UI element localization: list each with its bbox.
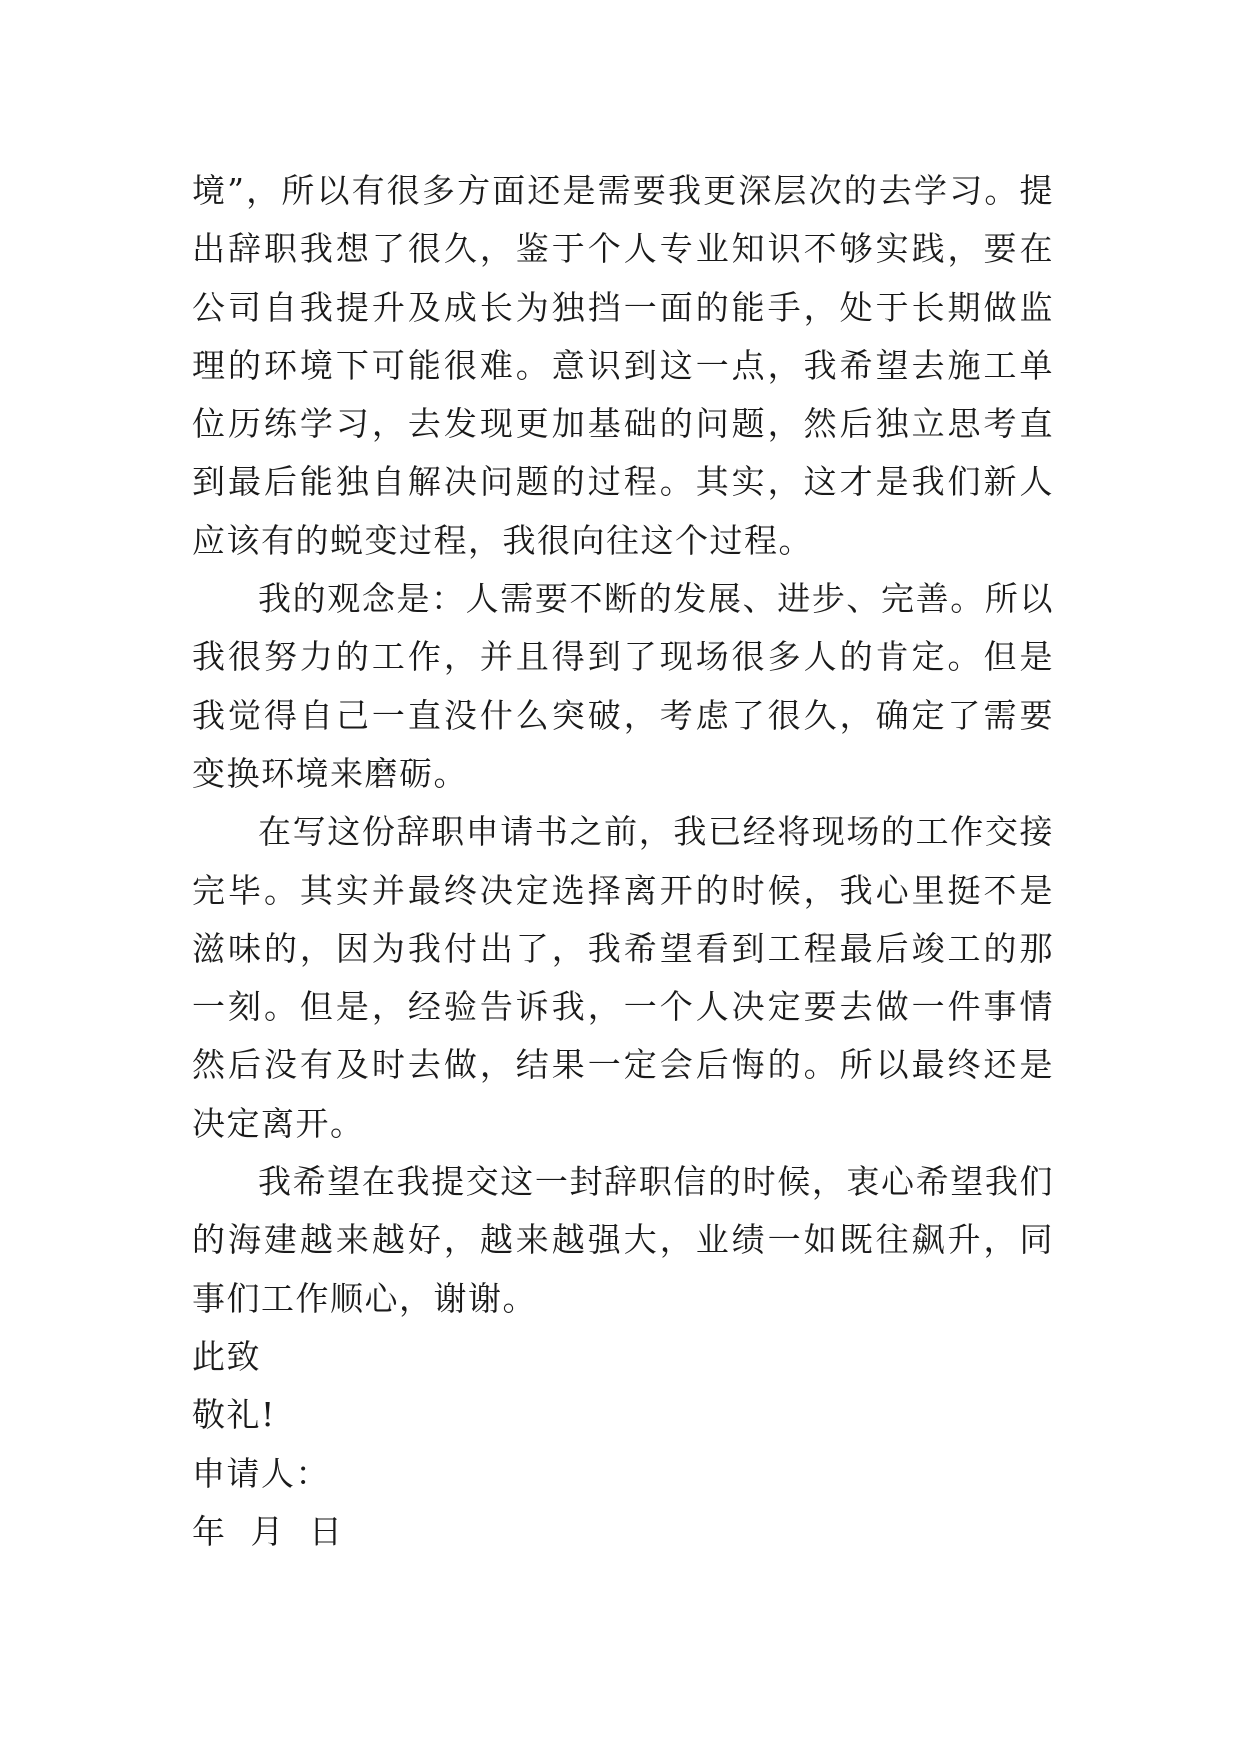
- closing-salutation: 此致: [192, 1336, 261, 1376]
- closing-respect: 敬礼!: [192, 1395, 276, 1435]
- paragraph-handover: 在写这份辞职申请书之前，我已经将现场的工作交接完毕。其实并最终决定选择离开的时候，我心里挺不是滋味的，因为我付出了，我希望看到工程最后竣工的那一刻。但是，经验告诉我，一个人决定要去做一件事情然后没有及时去做，结果一定会后悔的。所以最终还是决定离开。: [192, 812, 1054, 1143]
- applicant-label: 申请人：: [192, 1453, 330, 1493]
- letter-body: [192, 162, 1054, 1561]
- paragraph-view: 我的观念是：人需要不断的发展、进步、完善。所以我很努力的工作，并且得到了现场很多人的肯定。但是我觉得自己一直没什么突破，考虑了很久，确定了需要变换环境来磨砺。: [192, 579, 1054, 793]
- paragraph-wishes: 我希望在我提交这一封辞职信的时候，衷心希望我们的海建越来越好，越来越强大，业绩一如既往飙升，同事们工作顺心，谢谢。: [192, 1162, 1054, 1318]
- date-line: 年 月 日: [192, 1511, 344, 1551]
- paragraph-continuation: 境”，所以有很多方面还是需要我更深层次的去学习。提出辞职我想了很久，鉴于个人专业知识不够实践，要在公司自我提升及成长为独挡一面的能手，处于长期做监理的环境下可能很难。意识到这一点，我希望去施工单位历练学习，去发现更加基础的问题，然后独立思考直到最后能独自解决问题的过程。其实，这才是我们新人应该有的蜕变过程，我很向往这个过程。: [192, 171, 1054, 560]
